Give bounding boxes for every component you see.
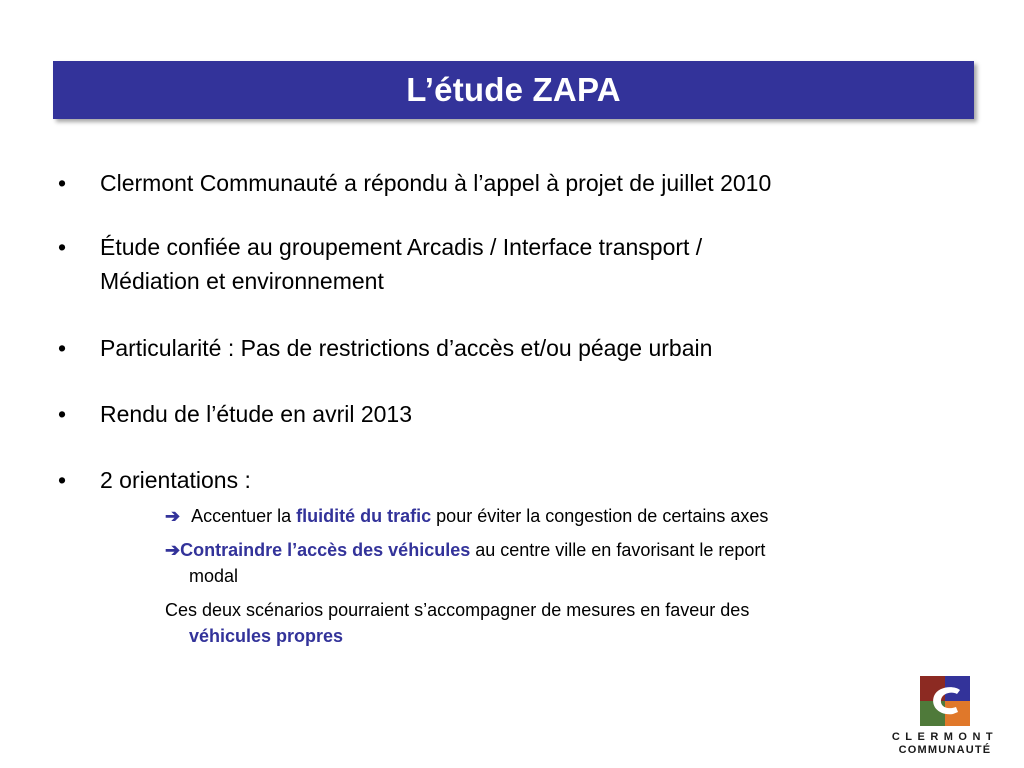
orientation-text-before: Accentuer la (191, 506, 297, 526)
bullet-text: Clermont Communauté a répondu à l’appel à projet de juillet 2010 (100, 170, 772, 196)
scenario-note-highlight: véhicules propres (189, 626, 344, 646)
bullet-text-line-1: Étude confiée au groupement Arcadis / Interface transport / (100, 234, 703, 260)
arrow-right-icon: ➔ (165, 506, 181, 526)
slide-title: L’étude ZAPA (406, 71, 621, 108)
bullet-symbol: • (58, 234, 67, 260)
bullet-text-line-2: Médiation et environnement (100, 268, 384, 294)
scenario-note-text: Ces deux scénarios pourraient s’accompagner de mesures en faveur des (165, 600, 750, 620)
clermont-communaute-logo (870, 676, 1020, 756)
logo-text-line-1: CLERMONT (891, 731, 999, 743)
orientation-item-1 (165, 503, 768, 529)
title-bar (53, 61, 974, 119)
bullet-symbol: • (58, 170, 67, 196)
orientation-text-line-2: modal (189, 566, 239, 586)
bullet-symbol: • (58, 335, 67, 361)
scenario-note (165, 597, 749, 623)
orientation-highlight: fluidité du trafic (296, 506, 432, 526)
bullet-text: Particularité : Pas de restrictions d’accès et/ou péage urbain (100, 335, 713, 361)
arrow-right-icon: ➔ (165, 540, 181, 560)
orientation-text-after: au centre ville en favorisant le report (470, 540, 766, 560)
logo-mark-icon (920, 676, 970, 726)
orientation-text-after: pour éviter la congestion de certains axes (431, 506, 769, 526)
bullet-symbol: • (58, 401, 67, 427)
bullet-text: Rendu de l’étude en avril 2013 (100, 401, 413, 427)
bullet-symbol: • (58, 467, 67, 493)
orientation-item-2 (165, 537, 765, 563)
orientation-item-2-continuation (189, 563, 238, 589)
scenario-note-continuation (189, 623, 343, 649)
logo-text-line-2: COMMUNAUTÉ (898, 744, 992, 756)
bullet-text: 2 orientations : (100, 467, 251, 493)
orientation-highlight: Contraindre l’accès des véhicules (180, 540, 471, 560)
